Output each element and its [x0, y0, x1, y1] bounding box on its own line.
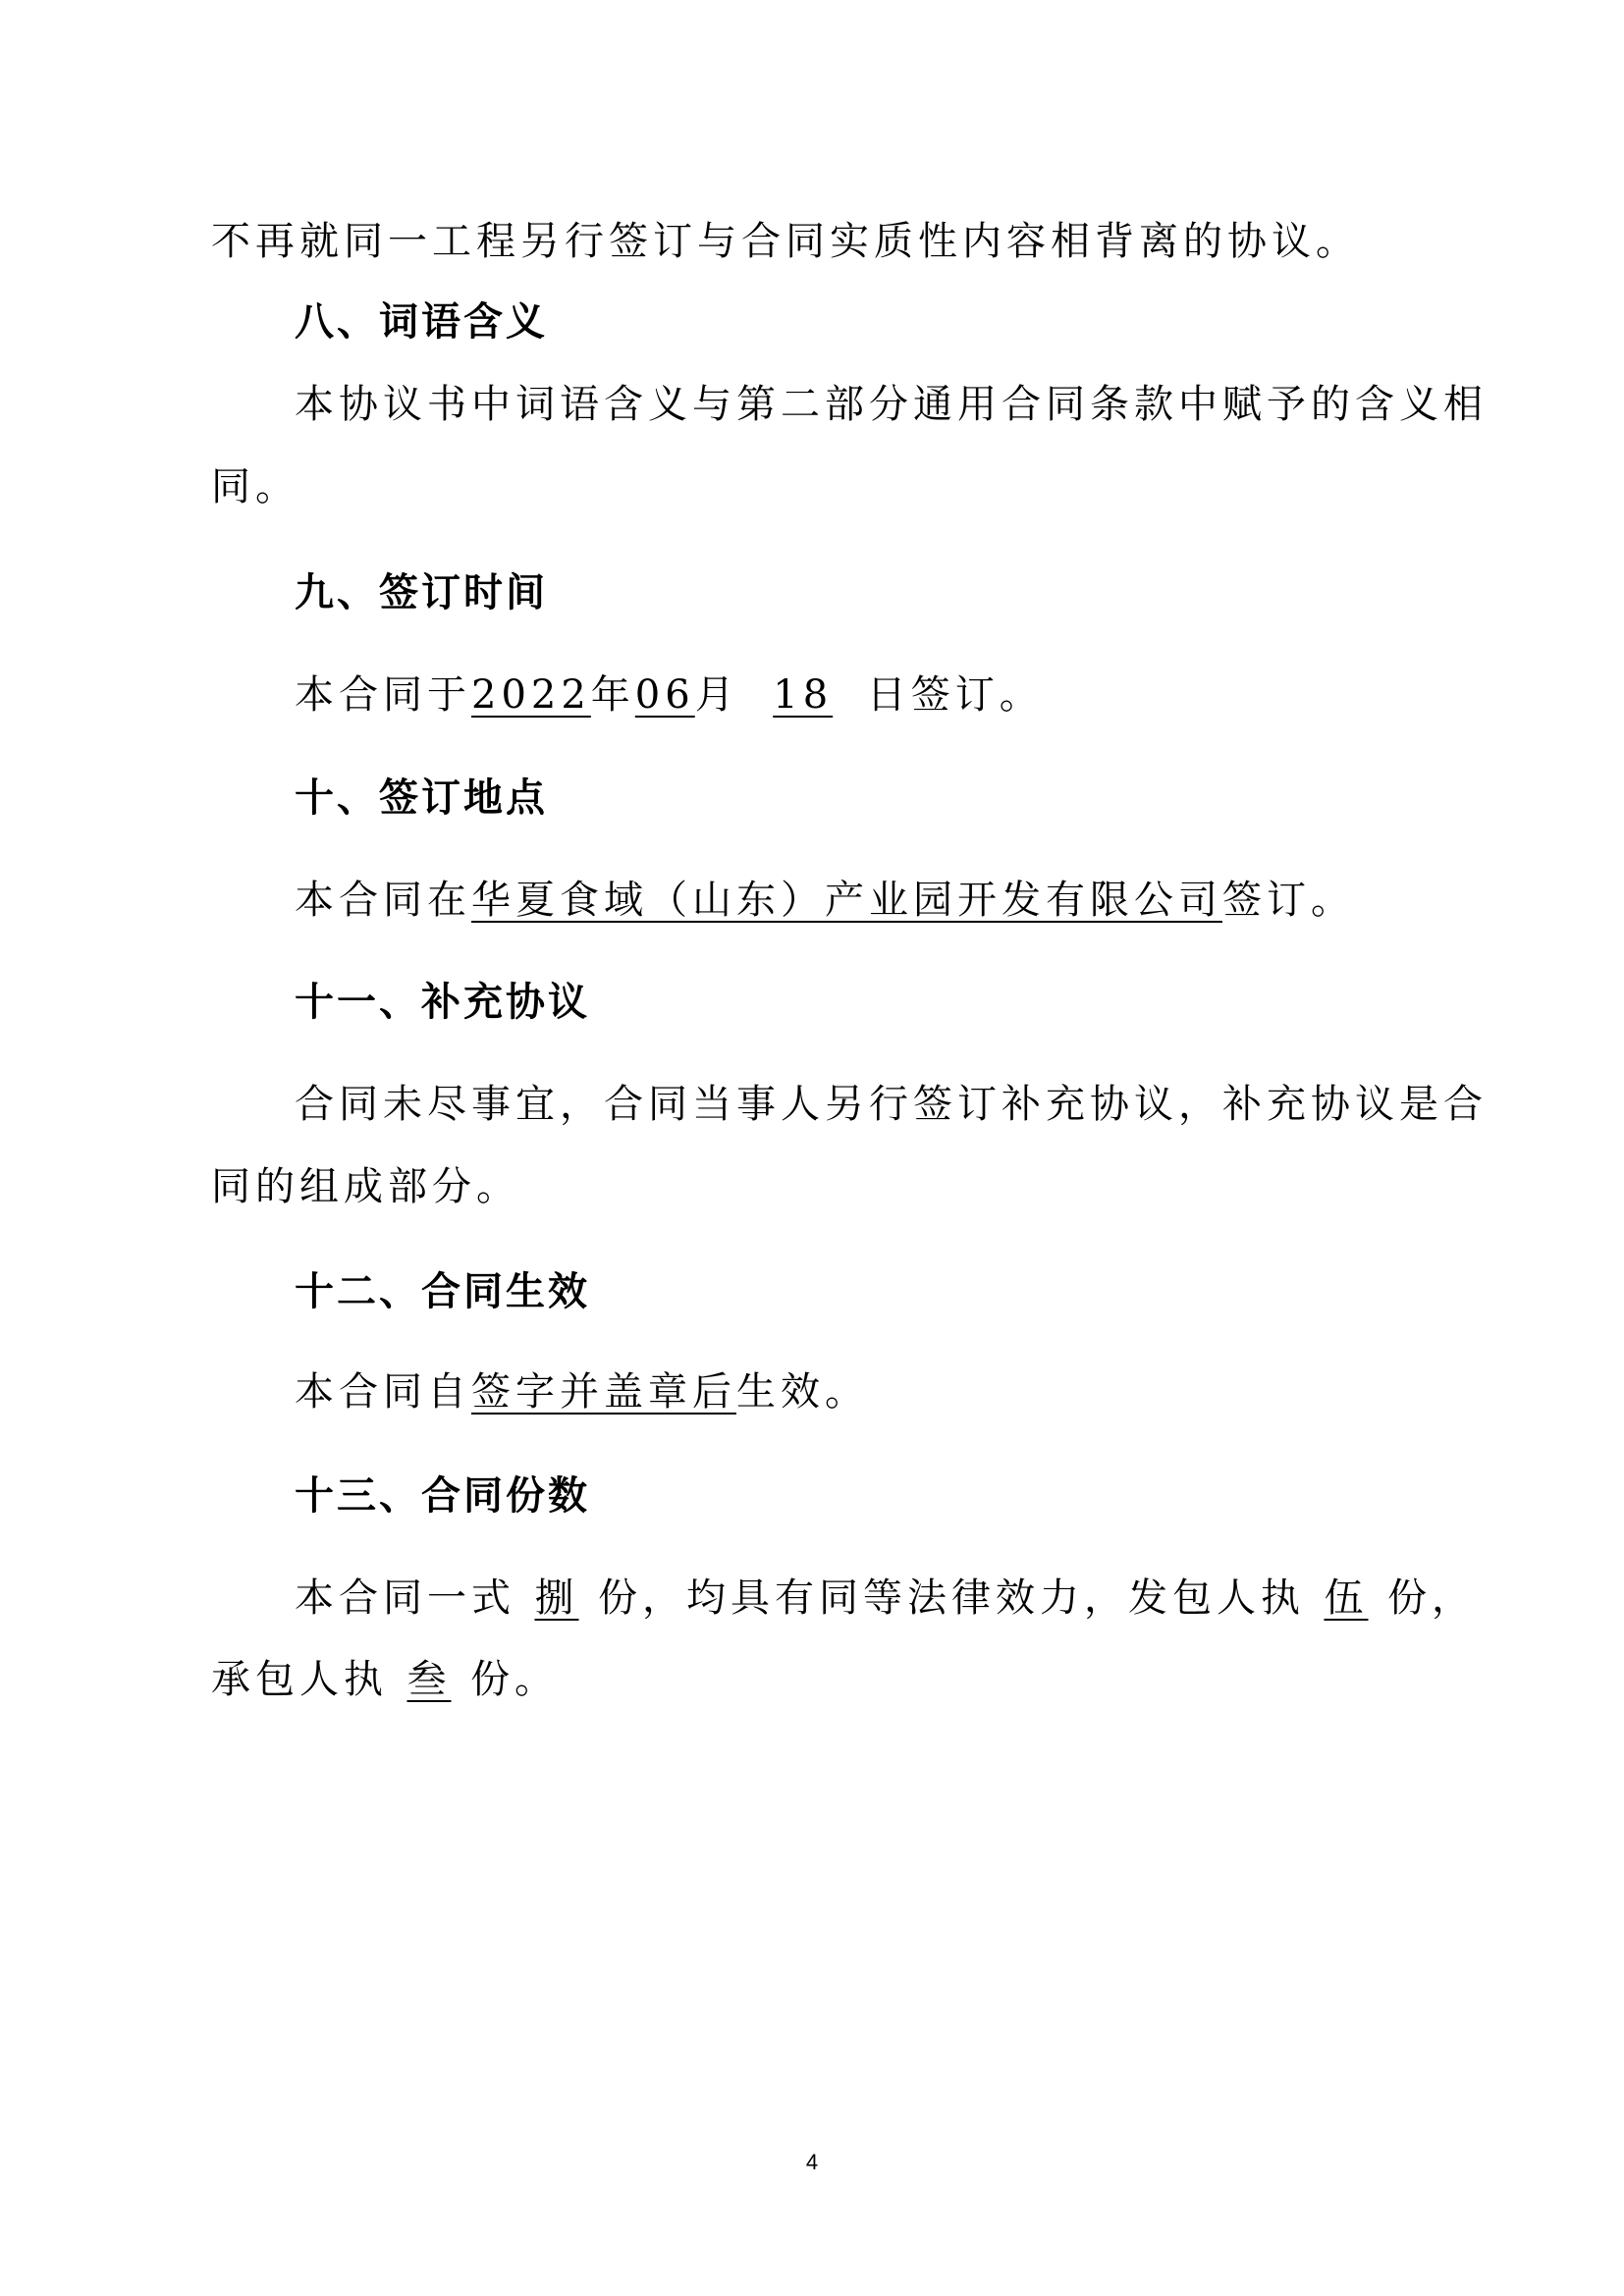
- signing-place-suffix: 签订。: [1222, 878, 1355, 923]
- effect-prefix: 本合同自: [295, 1369, 471, 1415]
- year-unit: 年: [590, 672, 635, 718]
- signing-date-suffix: 日签订。: [866, 672, 1044, 718]
- section-8-heading: 八、词语含义: [295, 299, 548, 345]
- signing-place-prefix: 本合同在: [295, 878, 471, 923]
- signing-place: 华夏食域（山东）产业园开发有限公司: [471, 878, 1222, 923]
- copies-prefix: 本合同一式: [295, 1575, 515, 1621]
- section-11-heading: 十一、补充协议: [295, 980, 590, 1025]
- section-12-paragraph: [0, 1364, 1624, 1419]
- contractor-prefix: 承包人执: [211, 1657, 388, 1702]
- signing-month: 06: [634, 672, 695, 718]
- page-number: 4: [805, 2150, 819, 2174]
- section-13-paragraph-line2: [0, 1652, 1624, 1707]
- contractor-copies: 叁: [406, 1657, 452, 1702]
- section-8-paragraph-line1: 本协议书中词语含义与第二部分通用合同条款中赋予的含义相: [295, 382, 1488, 427]
- section-9-paragraph: [0, 667, 1624, 722]
- section-11-paragraph-line2: 同的组成部分。: [211, 1164, 520, 1209]
- signing-year: 2022: [471, 672, 591, 718]
- effect-suffix: 生效。: [736, 1369, 869, 1415]
- copies-text-2: 份，: [1387, 1575, 1476, 1621]
- section-12-heading: 十二、合同生效: [295, 1269, 590, 1314]
- effect-condition: 签字并盖章后: [471, 1369, 736, 1415]
- section-10-paragraph: [0, 873, 1624, 928]
- contractor-suffix: 份。: [470, 1657, 559, 1702]
- total-copies: 捌: [534, 1575, 579, 1621]
- section-11-paragraph-line1: 合同未尽事宜，合同当事人另行签订补充协议，补充协议是合: [295, 1082, 1488, 1127]
- section-9-heading: 九、签订时间: [295, 570, 548, 615]
- signing-date-prefix: 本合同于: [295, 672, 471, 718]
- employer-copies: 伍: [1324, 1575, 1369, 1621]
- section-10-heading: 十、签订地点: [295, 775, 548, 821]
- section-13-heading: 十三、合同份数: [295, 1473, 590, 1519]
- section-13-paragraph-line1: [0, 1571, 1624, 1626]
- copies-text: 份，均具有同等法律效力，发包人执: [598, 1575, 1305, 1621]
- month-unit: 月: [694, 672, 739, 718]
- section-8-paragraph-line2: 同。: [211, 464, 299, 509]
- signing-day: 18: [773, 672, 834, 718]
- intro-paragraph: 不再就同一工程另行签订与合同实质性内容相背离的协议。: [211, 219, 1360, 264]
